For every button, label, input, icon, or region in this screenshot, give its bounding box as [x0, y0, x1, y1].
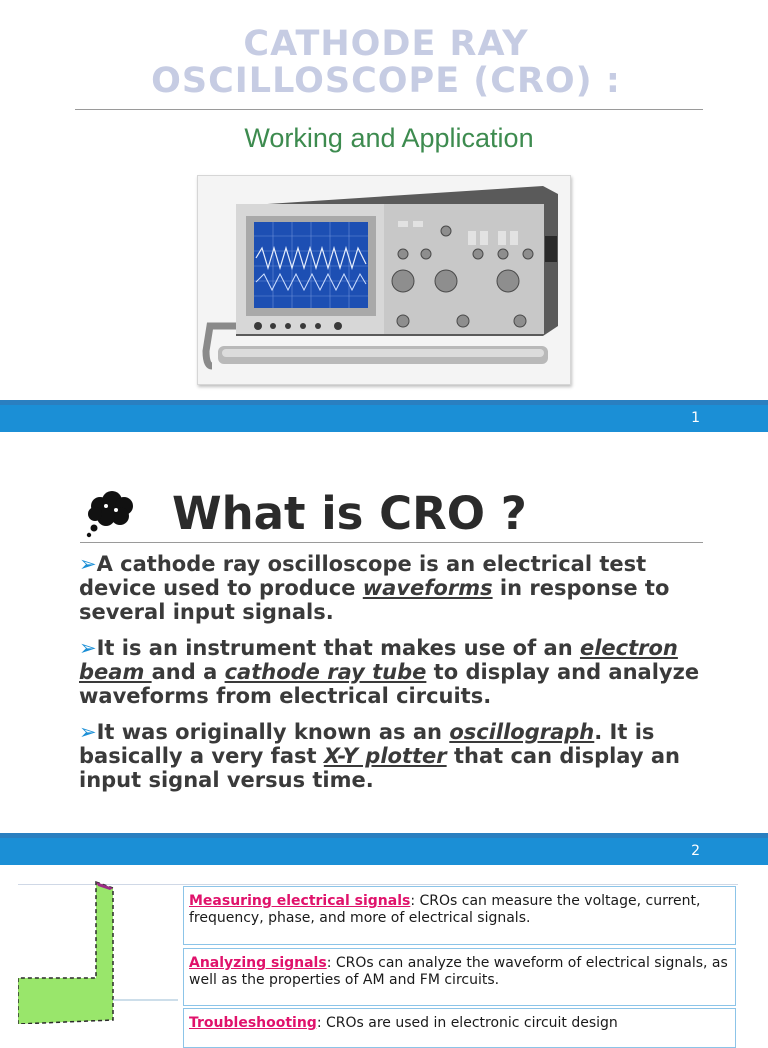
bullet-text: . It is basically a very fast [79, 720, 655, 768]
arrow-bullet-icon: ➢ [79, 720, 97, 744]
bullet-text: to display and analyze waveforms from electrical circuits. [79, 660, 700, 708]
bullet-item [79, 720, 719, 792]
slide-1-title [0, 26, 768, 100]
title-line-1: CATHODE RAY [243, 24, 529, 64]
link-xy-plotter[interactable]: X-Y plotter [323, 744, 447, 768]
application-title[interactable]: Measuring electrical signals [189, 893, 411, 909]
thought-cloud-icon [82, 490, 138, 540]
slide-2-title: What is CRO ? [172, 487, 527, 540]
bullet-list [79, 552, 719, 804]
oscilloscope-photo [197, 175, 571, 385]
application-item [183, 1008, 736, 1048]
slide-2-footer-band [0, 833, 768, 865]
page-number: 1 [691, 410, 700, 426]
oscilloscope-illustration [198, 176, 570, 384]
bullet-text: It is an instrument that makes use of an [96, 636, 580, 660]
application-text: : CROs are used in electronic circuit design [316, 1015, 618, 1031]
link-cathode-ray-tube[interactable]: cathode ray tube [224, 660, 427, 684]
slide-1-footer-band [0, 400, 768, 432]
arrow-bullet-icon: ➢ [79, 552, 97, 576]
application-title[interactable]: Analyzing signals [189, 955, 327, 971]
bullet-text: It was originally known as an [96, 720, 450, 744]
bullet-text: and a [151, 660, 225, 684]
application-text: : CROs can measure the voltage, current, frequency, phase, and more of electrical signals. [189, 893, 701, 926]
bullet-text: in response to several input signals. [79, 576, 670, 624]
bullet-text: A cathode ray oscilloscope is an electrical test device used to produce [79, 552, 647, 600]
link-waveforms[interactable]: waveforms [362, 576, 493, 600]
slide-2-title-divider [80, 542, 703, 543]
slide-1-subtitle: Working and Application [244, 123, 534, 153]
application-title[interactable]: Troubleshooting [189, 1015, 317, 1031]
application-item [183, 948, 736, 1006]
slide-1 [0, 0, 768, 400]
application-item [183, 886, 736, 945]
link-oscillograph[interactable]: oscillograph [449, 720, 595, 744]
arrow-bullet-icon: ➢ [79, 636, 97, 660]
link-electron-beam[interactable]: electron beam [79, 636, 678, 684]
page-number: 2 [691, 843, 700, 859]
bullet-item [79, 636, 719, 708]
green-arrow-shape [18, 880, 178, 1024]
bullet-item [79, 552, 719, 624]
title-divider [75, 109, 703, 110]
bullet-text: that can display an input signal versus time. [79, 744, 680, 792]
title-line-2: OSCILLOSCOPE (CRO) : [151, 61, 621, 101]
application-text: : CROs can analyze the waveform of electrical signals, as well as the properties of AM and FM circuits. [189, 955, 728, 988]
